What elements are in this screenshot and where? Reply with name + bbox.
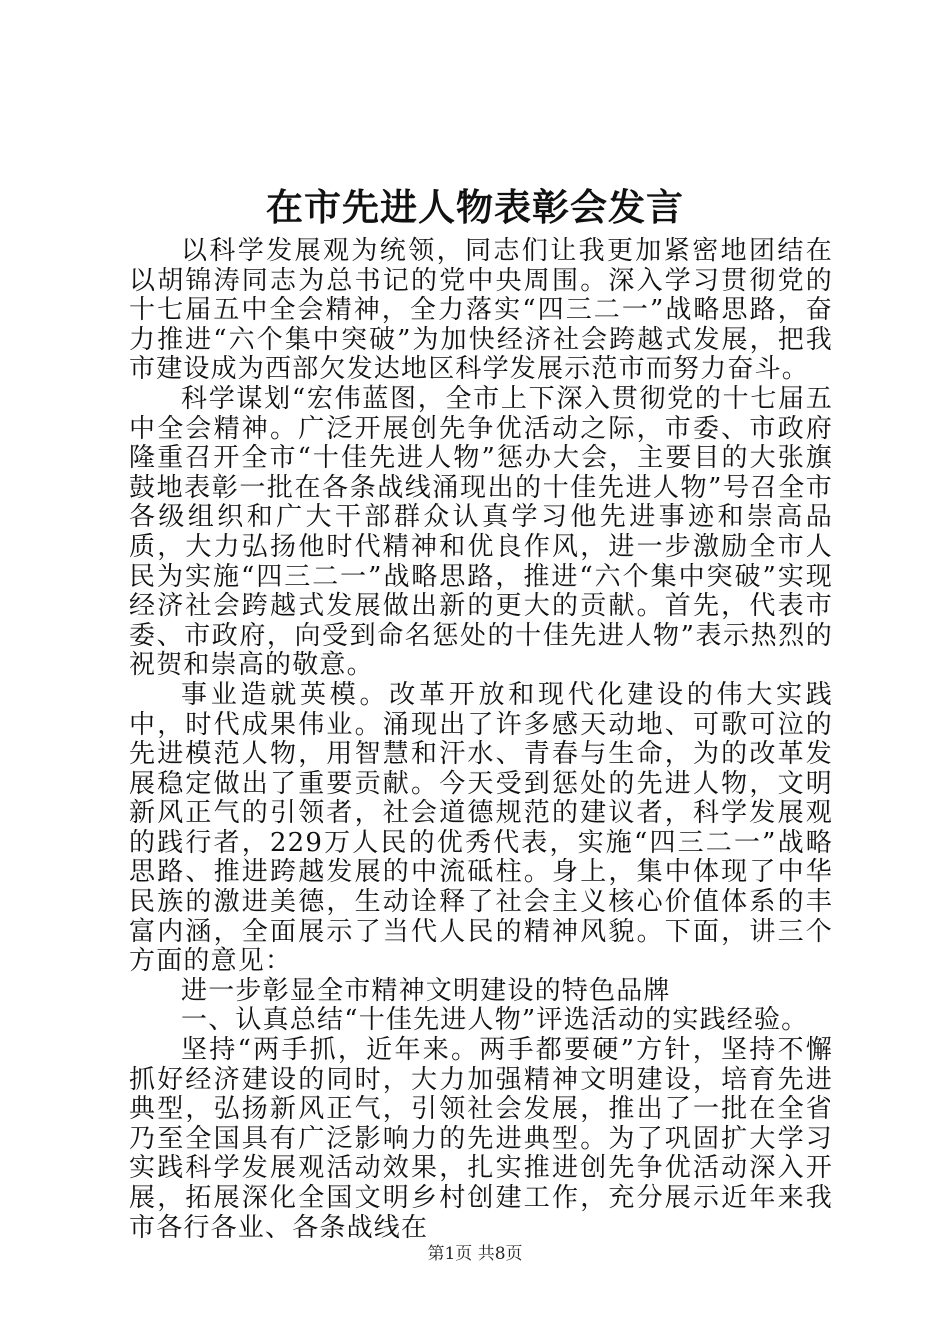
paragraph: 事业造就英模。改革开放和现代化建设的伟大实践中，时代成果伟业。涌现出了许多感天动地、可歌可泣的先进模范人物，用智慧和汗水、青春与生命，为的改革发展稳定做出了重要贡献。今天受到惩处的先进人物，文明新风正气的引领者，社会道德规范的建议者，科学发展观的践行者，229万人民的优秀代表，实施“四三二一”战略思路、推进跨越发展的中流砥柱。身上，集中体现了中华民族的激进美德，生动诠释了社会主义核心价值体系的丰富内涵，全面展示了当代人民的精神风貌。下面，讲三个方面的意见： xyxy=(129,679,833,977)
document-body xyxy=(129,237,833,1243)
paragraph: 坚持“两手抓，近年来。两手都要硬”方针，坚持不懈抓好经济建设的同时，大力加强精神文明建设，培育先进典型，弘扬新风正气，引领社会发展，推出了一批在全省乃至全国具有广泛影响力的先进典型。为了巩固扩大学习实践科学发展观活动效果，扎实推进创先争优活动深入开展，拓展深化全国文明乡村创建工作，充分展示近年来我市各行各业、各条战线在 xyxy=(129,1035,833,1243)
page-number-footer: 第1页 共8页 xyxy=(427,1244,523,1264)
paragraph: 以科学发展观为统领，同志们让我更加紧密地团结在以胡锦涛同志为总书记的党中央周围。深入学习贯彻党的十七届五中全会精神，全力落实“四三二一”战略思路，奋力推进“六个集中突破”为加快经济社会跨越式发展，把我市建设成为西部欠发达地区科学发展示范市而努力奋斗。 xyxy=(129,236,833,385)
document-title: 在市先进人物表彰会发言 xyxy=(266,185,684,229)
section-heading: 进一步彰显全市精神文明建设的特色品牌 xyxy=(181,975,671,1006)
section-heading: 一、认真总结“十佳先进人物”评选活动的实践经验。 xyxy=(181,1005,809,1036)
paragraph: 科学谋划“宏伟蓝图，全市上下深入贯彻党的十七届五中全会精神。广泛开展创先争优活动之际，市委、市政府隆重召开全市“十佳先进人物”惩办大会，主要目的大张旗鼓地表彰一批在各条战线涌现出的十佳先进人物”号召全市各级组织和广大干部群众认真学习他先进事迹和崇高品质，大力弘扬他时代精神和优良作风，进一步激励全市人民为实施“四三二一”战略思路，推进“六个集中突破”实现经济社会跨越式发展做出新的更大的贡献。首先，代表市委、市政府，向受到命名惩处的十佳先进人物”表示热烈的祝贺和崇高的敬意。 xyxy=(129,383,833,681)
